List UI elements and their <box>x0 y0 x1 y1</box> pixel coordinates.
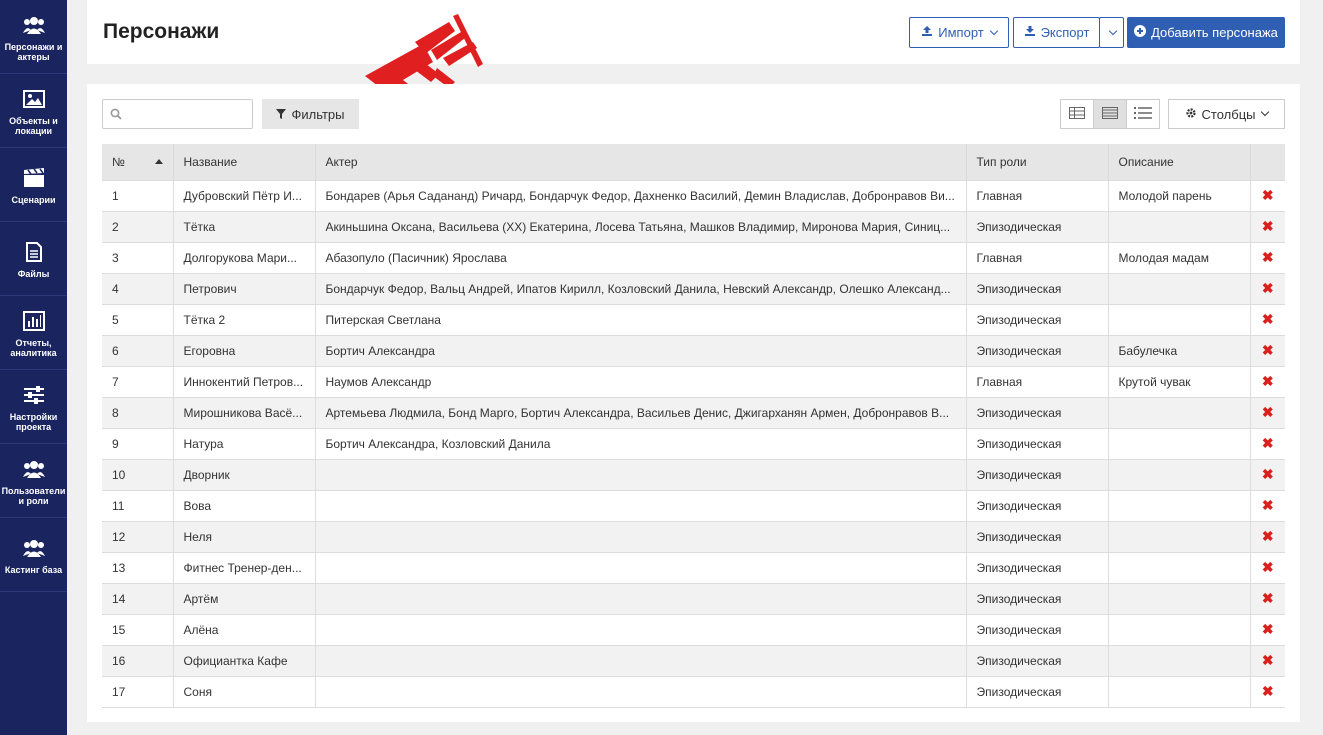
filter-icon <box>276 107 286 122</box>
cell-description <box>1108 552 1250 583</box>
table-body <box>102 180 1285 707</box>
cell-description <box>1108 490 1250 521</box>
cell-actions <box>1250 490 1285 521</box>
cell-actor <box>315 614 966 645</box>
cell-name: Фитнес Тренер-ден... <box>173 552 315 583</box>
cell-description <box>1108 676 1250 707</box>
cell-actor <box>315 676 966 707</box>
cell-actor: Абазопуло (Пасичник) Ярослава <box>315 242 966 273</box>
users-icon <box>23 14 45 36</box>
cell-role-type: Главная <box>966 366 1108 397</box>
grid-view-button[interactable] <box>1061 100 1094 128</box>
columns-button[interactable] <box>1168 99 1285 129</box>
cell-actor: Акиньшина Оксана, Васильева (XX) Екатерина, Лосева Татьяна, Машков Владимир, Миронова Мария, Синиц... <box>315 211 966 242</box>
search-input[interactable] <box>103 100 252 128</box>
cell-name: Официантка Кафе <box>173 645 315 676</box>
cell-description <box>1108 645 1250 676</box>
main-panel <box>87 84 1300 722</box>
cell-name: Мирошникова Васё... <box>173 397 315 428</box>
cell-description: Бабулечка <box>1108 335 1250 366</box>
sidebar-item-casting[interactable] <box>0 518 67 592</box>
cell-name: Дубровский Пётр И... <box>173 180 315 211</box>
list-icon <box>1134 106 1152 123</box>
column-header-description[interactable]: Описание <box>1108 144 1250 180</box>
cell-actor: Бортич Александра <box>315 335 966 366</box>
table-row[interactable] <box>102 583 1285 614</box>
cell-actor <box>315 490 966 521</box>
sidebar-item-objects[interactable] <box>0 74 67 148</box>
delete-icon[interactable]: ✖ <box>1261 249 1274 265</box>
table-header-row <box>102 144 1285 180</box>
cell-actor: Бондарчук Федор, Вальц Андрей, Ипатов Кирилл, Козловский Данила, Невский Александр, Олешко Александ... <box>315 273 966 304</box>
table-row[interactable] <box>102 242 1285 273</box>
cell-actions <box>1250 614 1285 645</box>
delete-icon[interactable]: ✖ <box>1261 590 1274 606</box>
cell-number: 4 <box>102 273 173 304</box>
sidebar-item-scenarios[interactable] <box>0 148 67 222</box>
cell-name: Петрович <box>173 273 315 304</box>
cell-role-type: Эпизодическая <box>966 676 1108 707</box>
table-row[interactable] <box>102 490 1285 521</box>
cell-number: 16 <box>102 645 173 676</box>
sidebar-item-label: Отчеты, аналитика <box>10 337 57 358</box>
cell-actor <box>315 552 966 583</box>
column-header-name[interactable]: Название <box>173 144 315 180</box>
table-grid-icon <box>1069 107 1085 122</box>
export-label: Экспорт <box>1040 25 1090 40</box>
delete-icon[interactable]: ✖ <box>1261 342 1274 358</box>
cell-actor: Артемьева Людмила, Бонд Марго, Бортич Александра, Васильев Денис, Джигарханян Армен, Добронравов В... <box>315 397 966 428</box>
table-rows-icon <box>1102 107 1118 122</box>
cell-name: Иннокентий Петров... <box>173 366 315 397</box>
cell-role-type: Эпизодическая <box>966 211 1108 242</box>
delete-icon[interactable]: ✖ <box>1261 652 1274 668</box>
characters-table <box>102 144 1285 708</box>
table-row[interactable] <box>102 180 1285 211</box>
file-icon <box>23 241 45 263</box>
users-icon <box>23 458 45 480</box>
cell-role-type: Эпизодическая <box>966 490 1108 521</box>
sidebar-item-users[interactable] <box>0 444 67 518</box>
cell-number: 9 <box>102 428 173 459</box>
cell-number: 5 <box>102 304 173 335</box>
filters-label: Фильтры <box>291 106 345 122</box>
cell-actions <box>1250 397 1285 428</box>
cell-name: Соня <box>173 676 315 707</box>
table-view-button[interactable] <box>1094 100 1127 128</box>
cell-actions <box>1250 552 1285 583</box>
cell-name: Тётка 2 <box>173 304 315 335</box>
cell-name: Егоровна <box>173 335 315 366</box>
sidebar <box>0 0 67 735</box>
delete-icon[interactable]: ✖ <box>1261 621 1274 637</box>
sidebar-item-label: Персонажи и актеры <box>4 41 63 62</box>
cell-actor: Наумов Александр <box>315 366 966 397</box>
chevron-down-icon <box>1261 108 1269 116</box>
cell-actor: Бортич Александра, Козловский Данила <box>315 428 966 459</box>
cell-number: 14 <box>102 583 173 614</box>
table-row[interactable] <box>102 428 1285 459</box>
upload-icon <box>921 25 933 40</box>
delete-icon[interactable]: ✖ <box>1261 404 1274 420</box>
chevron-down-icon <box>989 26 997 34</box>
cell-number: 17 <box>102 676 173 707</box>
cell-number: 8 <box>102 397 173 428</box>
table-row[interactable] <box>102 273 1285 304</box>
search-field <box>102 99 253 129</box>
delete-icon[interactable]: ✖ <box>1261 373 1274 389</box>
add-character-label: Добавить персонажа <box>1151 25 1278 40</box>
table-row[interactable] <box>102 366 1285 397</box>
delete-icon[interactable]: ✖ <box>1261 187 1274 203</box>
cell-actions <box>1250 335 1285 366</box>
cell-number: 15 <box>102 614 173 645</box>
page-header <box>87 0 1300 64</box>
cell-actions <box>1250 304 1285 335</box>
table-row[interactable] <box>102 676 1285 707</box>
plus-circle-icon <box>1134 25 1146 40</box>
gear-icon <box>1185 107 1197 122</box>
delete-icon[interactable]: ✖ <box>1261 218 1274 234</box>
column-header-actor[interactable]: Актер <box>315 144 966 180</box>
cell-role-type: Эпизодическая <box>966 645 1108 676</box>
column-header-number[interactable]: № <box>102 144 173 180</box>
cell-role-type: Эпизодическая <box>966 552 1108 583</box>
view-mode-switch <box>1060 99 1160 129</box>
column-header-role-type[interactable]: Тип роли <box>966 144 1108 180</box>
cell-name: Артём <box>173 583 315 614</box>
cell-description <box>1108 273 1250 304</box>
cell-name: Дворник <box>173 459 315 490</box>
cell-role-type: Главная <box>966 242 1108 273</box>
delete-icon[interactable]: ✖ <box>1261 497 1274 513</box>
cell-actions <box>1250 211 1285 242</box>
delete-icon[interactable]: ✖ <box>1261 280 1274 296</box>
export-button[interactable] <box>1013 17 1100 48</box>
table-row[interactable] <box>102 335 1285 366</box>
add-character-button[interactable] <box>1127 17 1285 48</box>
cell-number: 1 <box>102 180 173 211</box>
cell-description: Молодая мадам <box>1108 242 1250 273</box>
cell-role-type: Эпизодическая <box>966 397 1108 428</box>
cell-actions <box>1250 180 1285 211</box>
cell-number: 2 <box>102 211 173 242</box>
delete-icon[interactable]: ✖ <box>1261 528 1274 544</box>
clapperboard-icon <box>23 167 45 189</box>
cell-actions <box>1250 428 1285 459</box>
cell-name: Натура <box>173 428 315 459</box>
sidebar-item-label: Сценарии <box>11 194 56 205</box>
sidebar-item-settings[interactable] <box>0 370 67 444</box>
cell-description <box>1108 428 1250 459</box>
sidebar-item-label: Пользователи и роли <box>1 485 66 506</box>
cell-description <box>1108 521 1250 552</box>
cell-number: 12 <box>102 521 173 552</box>
cell-role-type: Эпизодическая <box>966 521 1108 552</box>
cell-number: 6 <box>102 335 173 366</box>
cell-number: 3 <box>102 242 173 273</box>
cell-actor <box>315 459 966 490</box>
sidebar-item-label: Файлы <box>17 268 50 279</box>
cell-actions <box>1250 521 1285 552</box>
cell-actions <box>1250 583 1285 614</box>
delete-icon[interactable]: ✖ <box>1261 683 1274 699</box>
cell-name: Тётка <box>173 211 315 242</box>
sidebar-item-label: Кастинг база <box>4 564 63 575</box>
sidebar-item-reports[interactable] <box>0 296 67 370</box>
table-row[interactable] <box>102 304 1285 335</box>
cell-name: Алёна <box>173 614 315 645</box>
sidebar-item-files[interactable] <box>0 222 67 296</box>
users-icon <box>23 537 45 559</box>
table-row[interactable] <box>102 211 1285 242</box>
cell-name: Долгорукова Мари... <box>173 242 315 273</box>
delete-icon[interactable]: ✖ <box>1261 559 1274 575</box>
export-dropdown-button[interactable] <box>1099 17 1124 48</box>
cell-description <box>1108 614 1250 645</box>
cell-description <box>1108 459 1250 490</box>
columns-label: Столбцы <box>1201 106 1256 122</box>
table-row[interactable] <box>102 397 1285 428</box>
cell-role-type: Эпизодическая <box>966 614 1108 645</box>
cell-role-type: Эпизодическая <box>966 335 1108 366</box>
image-icon <box>23 88 45 110</box>
table-row[interactable] <box>102 521 1285 552</box>
cell-name: Вова <box>173 490 315 521</box>
cell-description <box>1108 211 1250 242</box>
cell-actions <box>1250 676 1285 707</box>
cell-description <box>1108 304 1250 335</box>
column-header-actions <box>1250 144 1285 180</box>
import-label: Импорт <box>938 25 984 40</box>
cell-actions <box>1250 459 1285 490</box>
cell-actions <box>1250 242 1285 273</box>
cell-actor <box>315 521 966 552</box>
import-button[interactable] <box>909 17 1009 48</box>
cell-number: 10 <box>102 459 173 490</box>
cell-description <box>1108 397 1250 428</box>
cell-actions <box>1250 645 1285 676</box>
cell-name: Неля <box>173 521 315 552</box>
table-row[interactable] <box>102 459 1285 490</box>
cell-description: Молодой парень <box>1108 180 1250 211</box>
filters-button[interactable] <box>262 99 359 129</box>
table-row[interactable] <box>102 645 1285 676</box>
delete-icon[interactable]: ✖ <box>1261 435 1274 451</box>
cell-actor: Питерская Светлана <box>315 304 966 335</box>
cell-description: Крутой чувак <box>1108 366 1250 397</box>
cell-role-type: Эпизодическая <box>966 273 1108 304</box>
cell-role-type: Эпизодическая <box>966 459 1108 490</box>
cell-number: 7 <box>102 366 173 397</box>
cell-role-type: Эпизодическая <box>966 304 1108 335</box>
cell-actor <box>315 583 966 614</box>
table-row[interactable] <box>102 552 1285 583</box>
cell-number: 11 <box>102 490 173 521</box>
sidebar-item-characters[interactable] <box>0 0 67 74</box>
cell-number: 13 <box>102 552 173 583</box>
page-title: Персонажи <box>103 20 220 43</box>
cell-actions <box>1250 366 1285 397</box>
download-icon <box>1024 25 1036 40</box>
sliders-icon <box>23 384 45 406</box>
cell-description <box>1108 583 1250 614</box>
table-row[interactable] <box>102 614 1285 645</box>
chevron-down-icon <box>1108 26 1116 34</box>
delete-icon[interactable]: ✖ <box>1261 466 1274 482</box>
sidebar-item-label: Настройки проекта <box>9 411 58 432</box>
cell-role-type: Эпизодическая <box>966 428 1108 459</box>
cell-actor: Бондарев (Арья Садананд) Ричард, Бондарчук Федор, Дахненко Василий, Демин Владислав, Добронравов Ви... <box>315 180 966 211</box>
chart-icon <box>23 310 45 332</box>
cell-role-type: Эпизодическая <box>966 583 1108 614</box>
sidebar-item-label: Объекты и локации <box>9 115 58 136</box>
search-icon <box>110 108 122 123</box>
sort-asc-icon <box>155 159 163 164</box>
cell-actor <box>315 645 966 676</box>
cell-actions <box>1250 273 1285 304</box>
list-view-button[interactable] <box>1127 100 1159 128</box>
delete-icon[interactable]: ✖ <box>1261 311 1274 327</box>
cell-role-type: Главная <box>966 180 1108 211</box>
